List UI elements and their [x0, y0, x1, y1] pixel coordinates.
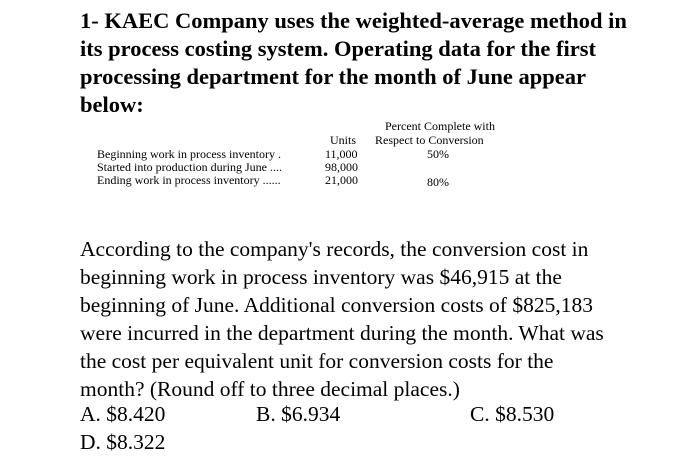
title-line: 1- KAEC Company uses the weighted-average method in: [80, 8, 627, 33]
option-b[interactable]: B. $6.934: [256, 402, 341, 426]
title-line: processing department for the month of June appear: [80, 64, 587, 89]
body-line: the cost per equivalent unit for conversion costs for the: [80, 349, 554, 373]
body-line: beginning of June. Additional conversion costs of $825,183: [80, 293, 593, 317]
row-label: Beginning work in process inventory .: [97, 147, 281, 161]
body-line: month? (Round off to three decimal places.): [80, 377, 460, 401]
row-percent: 50%: [427, 147, 449, 161]
option-a[interactable]: A. $8.420: [80, 402, 166, 426]
header-percent-2: Respect to Conversion: [375, 133, 484, 147]
body-line: According to the company's records, the conversion cost in: [80, 237, 589, 261]
row-label: Started into production during June ....: [97, 160, 282, 174]
body-line: beginning work in process inventory was $46,915 at the: [80, 265, 562, 289]
option-d[interactable]: D. $8.322: [80, 430, 166, 454]
row-units: 98,000: [325, 160, 358, 174]
row-units: 21,000: [325, 173, 358, 187]
title-line: below:: [80, 92, 144, 117]
row-label: Ending work in process inventory ......: [97, 173, 281, 187]
option-c[interactable]: C. $8.530: [470, 402, 555, 426]
question-body: [80, 235, 604, 403]
title-line: its process costing system. Operating data for the first: [80, 36, 596, 61]
body-line: were incurred in the department during the month. What was: [80, 321, 604, 345]
header-percent-1: Percent Complete with: [385, 119, 495, 133]
header-units: Units: [330, 133, 357, 147]
row-units: 11,000: [325, 147, 358, 161]
question-title: [80, 7, 627, 119]
row-percent: 80%: [427, 175, 449, 189]
